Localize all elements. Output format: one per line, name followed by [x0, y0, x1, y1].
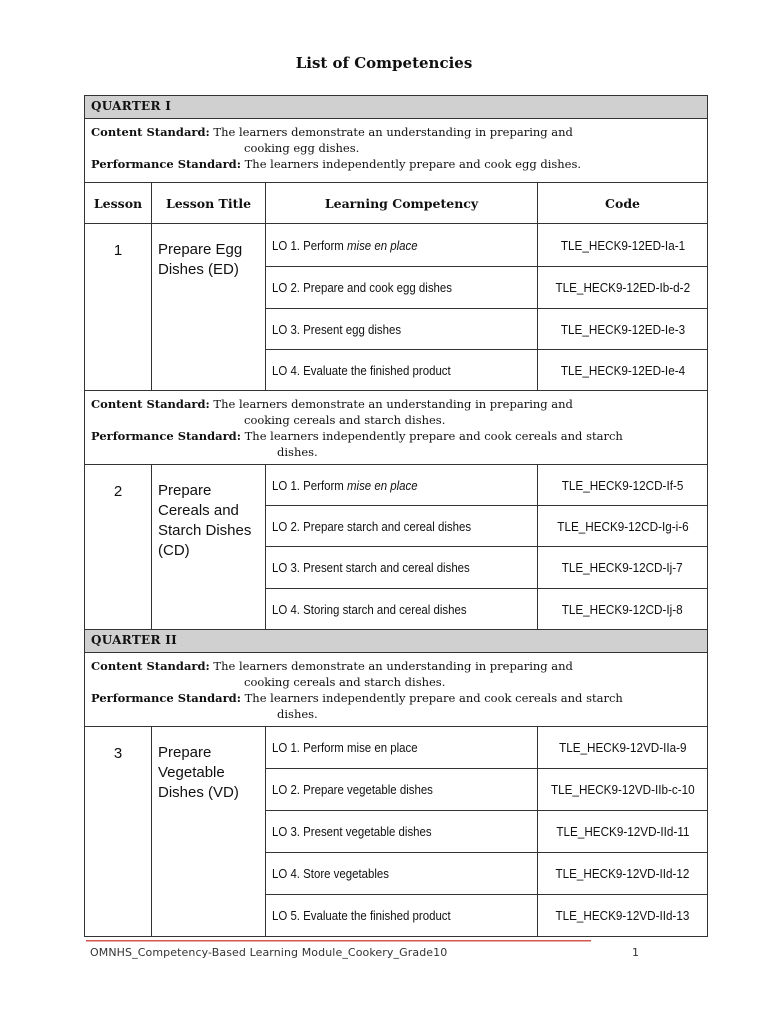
performance-standard-label: Performance Standard:	[91, 157, 241, 171]
competency-code: TLE_HECK9-12VD-IIa-9	[538, 727, 708, 769]
column-header-row	[85, 183, 708, 224]
page-title: List of Competencies	[295, 54, 473, 72]
table-row	[85, 727, 708, 769]
competency-code: TLE_HECK9-12CD-Ig-i-6	[538, 506, 708, 547]
competency-code: TLE_HECK9-12CD-If-5	[538, 465, 708, 506]
content-standard-text: The learners demonstrate an understanding in preparing and	[213, 397, 573, 411]
performance-standard-text-cont: dishes.	[277, 707, 318, 721]
content-standard-text: The learners demonstrate an understanding in preparing and	[213, 125, 573, 139]
table-row	[85, 224, 708, 267]
page-number: 1	[632, 946, 639, 959]
learning-competency: LO 4. Storing starch and cereal dishes	[266, 589, 538, 630]
content-standard-label: Content Standard:	[91, 659, 210, 673]
learning-competency: LO 1. Perform mise en place	[266, 727, 538, 769]
quarter-header	[85, 96, 708, 119]
performance-standard-text: The learners independently prepare and cook cereals and starch	[244, 691, 623, 705]
col-header-lesson: Lesson	[85, 183, 152, 224]
lesson-title: Prepare Egg Dishes (ED)	[152, 224, 266, 391]
col-header-title: Lesson Title	[152, 183, 266, 224]
lesson-number: 3	[85, 727, 152, 937]
competency-code: TLE_HECK9-12ED-Ie-3	[538, 309, 708, 350]
learning-competency: LO 2. Prepare starch and cereal dishes	[266, 506, 538, 547]
lesson-title: Prepare Vegetable Dishes (VD)	[152, 727, 266, 937]
lesson-number: 2	[85, 465, 152, 630]
performance-standard-label: Performance Standard:	[91, 691, 241, 705]
learning-competency	[266, 224, 538, 267]
performance-standard-label: Performance Standard:	[91, 429, 241, 443]
col-header-code: Code	[538, 183, 708, 224]
table-row	[85, 465, 708, 506]
content-standard-label: Content Standard:	[91, 125, 210, 139]
content-standard-text-cont: cooking egg dishes.	[244, 141, 360, 155]
col-header-competency: Learning Competency	[266, 183, 538, 224]
competency-code: TLE_HECK9-12CD-Ij-7	[538, 547, 708, 589]
content-standard-text-cont: cooking cereals and starch dishes.	[244, 675, 446, 689]
learning-competency: LO 3. Present starch and cereal dishes	[266, 547, 538, 589]
competency-code: TLE_HECK9-12VD-IIb-c-10	[538, 769, 708, 811]
content-standard-text: The learners demonstrate an understanding in preparing and	[213, 659, 573, 673]
learning-competency: LO 5. Evaluate the finished product	[266, 895, 538, 937]
competency-code: TLE_HECK9-12VD-IId-13	[538, 895, 708, 937]
performance-standard-text: The learners independently prepare and cook egg dishes.	[244, 157, 582, 171]
learning-competency: LO 3. Present vegetable dishes	[266, 811, 538, 853]
competency-code: TLE_HECK9-12VD-IId-12	[538, 853, 708, 895]
quarter-label: QUARTER II	[85, 630, 708, 653]
learning-competency: LO 2. Prepare and cook egg dishes	[266, 267, 538, 309]
learning-competency: LO 4. Evaluate the finished product	[266, 350, 538, 391]
lesson-number: 1	[85, 224, 152, 391]
footer-divider	[86, 940, 591, 942]
quarter-header	[85, 630, 708, 653]
competency-code: TLE_HECK9-12ED-Ie-4	[538, 350, 708, 391]
competency-table	[84, 95, 708, 937]
competency-code: TLE_HECK9-12ED-Ia-1	[538, 224, 708, 267]
learning-competency: LO 4. Store vegetables	[266, 853, 538, 895]
learning-competency	[266, 465, 538, 506]
competency-text: LO 1. Perform	[272, 477, 348, 493]
standards-row	[85, 119, 708, 183]
content-standard-label: Content Standard:	[91, 397, 210, 411]
competency-code: TLE_HECK9-12VD-IId-11	[538, 811, 708, 853]
competency-italic: mise en place	[347, 237, 418, 253]
lesson-title: Prepare Cereals and Starch Dishes (CD)	[152, 465, 266, 630]
competency-text: LO 1. Perform	[272, 237, 348, 253]
competency-italic: mise en place	[347, 477, 418, 493]
standards-row	[85, 391, 708, 465]
content-standard-text-cont: cooking cereals and starch dishes.	[244, 413, 446, 427]
performance-standard-text-cont: dishes.	[277, 445, 318, 459]
competency-code: TLE_HECK9-12ED-Ib-d-2	[538, 267, 708, 309]
quarter-label: QUARTER I	[85, 96, 708, 119]
performance-standard-text: The learners independently prepare and cook cereals and starch	[244, 429, 623, 443]
learning-competency: LO 3. Present egg dishes	[266, 309, 538, 350]
learning-competency: LO 2. Prepare vegetable dishes	[266, 769, 538, 811]
standards-row	[85, 653, 708, 727]
footer-text: OMNHS_Competency-Based Learning Module_Cookery_Grade10	[90, 946, 448, 959]
competency-code: TLE_HECK9-12CD-Ij-8	[538, 589, 708, 630]
